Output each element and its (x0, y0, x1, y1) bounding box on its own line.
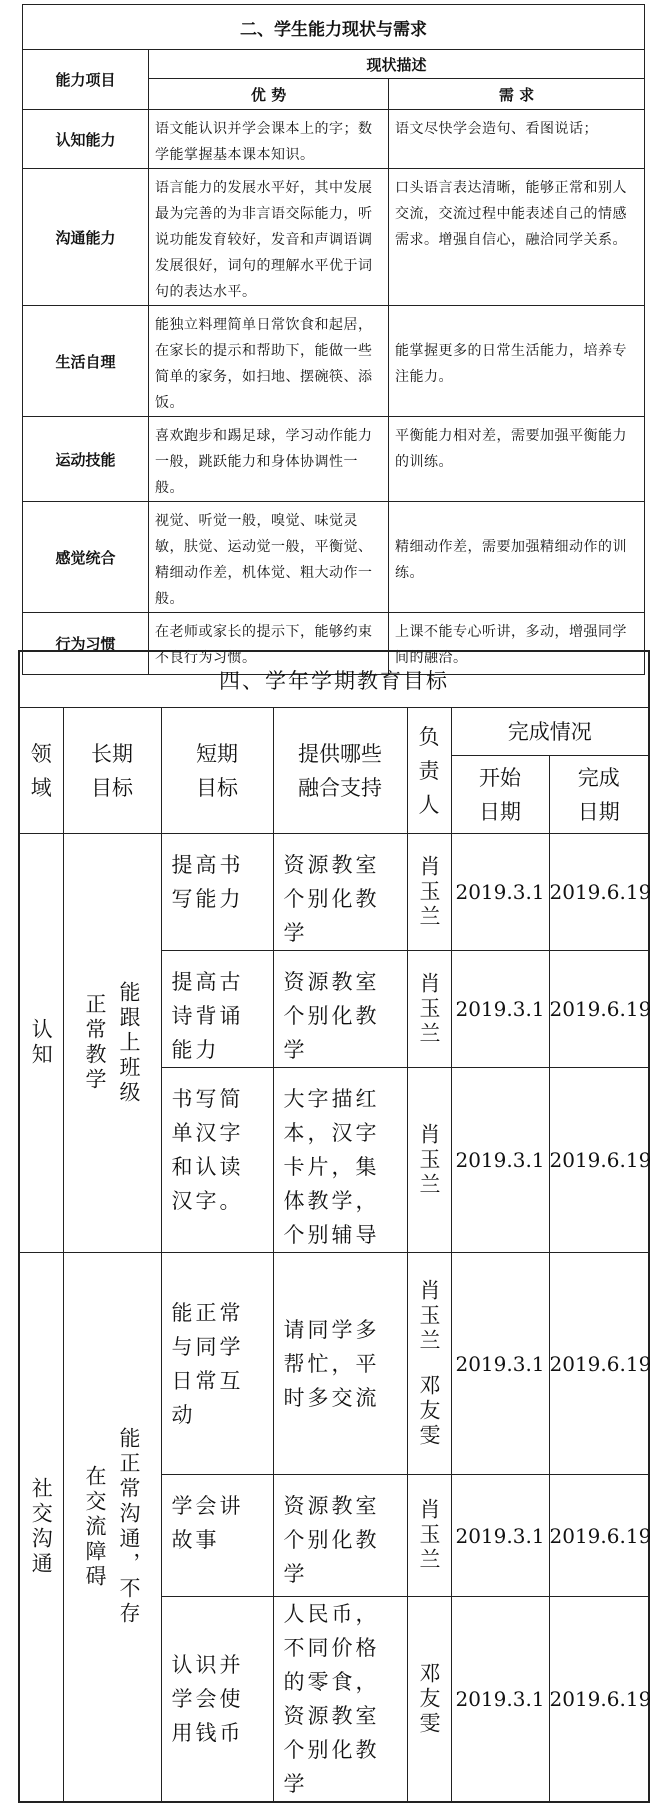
short-goal: 提高书写能力 (161, 834, 273, 951)
end-date: 2019.6.19 (549, 1068, 649, 1253)
category-communication: 沟通能力 (23, 169, 149, 306)
support-text: 资源教室个别化教学 (273, 834, 407, 951)
start-date: 2019.3.1 (451, 1253, 549, 1475)
need-text: 口头语言表达清晰，能够正常和别人交流，交流过程中能表述自己的情感需求。增强自信心，融洽同学关系。 (389, 169, 645, 306)
header-person: 负责人 (407, 708, 451, 834)
short-goal: 提高古诗背诵能力 (161, 951, 273, 1068)
strength-text: 视觉、听觉一般，嗅觉、味觉灵敏，肤觉、运动觉一般，平衡觉、精细动作差，机体觉、粗大动作一般。 (149, 502, 389, 613)
end-date: 2019.6.19 (549, 1253, 649, 1475)
category-motor-skills: 运动技能 (23, 417, 149, 502)
header-domain: 领域 (19, 708, 63, 834)
table2-title: 四、学年学期教育目标 (19, 651, 649, 708)
header-ability-item: 能力项目 (23, 50, 149, 110)
header-end-date: 完成日期 (549, 756, 649, 834)
start-date: 2019.3.1 (451, 834, 549, 951)
header-long-goal: 长期目标 (63, 708, 161, 834)
ability-status-table (22, 4, 645, 675)
category-behavior: 行为习惯 (23, 613, 149, 675)
table1-title: 二、学生能力现状与需求 (23, 5, 645, 50)
category-cognitive: 认知能力 (23, 110, 149, 169)
start-date: 2019.3.1 (451, 951, 549, 1068)
header-status-description: 现状描述 (149, 50, 645, 79)
start-date: 2019.3.1 (451, 1475, 549, 1597)
table-row (23, 306, 645, 417)
table-row (23, 417, 645, 502)
need-text: 上课不能专心听讲，多动，增强同学间的融洽。 (389, 613, 645, 675)
responsible-person: 肖玉兰 (407, 834, 451, 951)
domain-cognitive: 认知 (19, 834, 63, 1253)
strength-text: 语文能认识并学会课本上的字；数学能掌握基本课本知识。 (149, 110, 389, 169)
strength-text: 语言能力的发展水平好，其中发展最为完善的为非言语交际能力，听说功能发育较好，发音和声调语调发展很好，词句的理解水平优于词句的表达水平。 (149, 169, 389, 306)
support-text: 请同学多帮忙，平时多交流 (273, 1253, 407, 1475)
strength-text: 能独立料理简单日常饮食和起居，在家长的提示和帮助下，能做一些简单的家务，如扫地、摆碗筷、添饭。 (149, 306, 389, 417)
strength-text: 在老师或家长的提示下，能够约束不良行为习惯。 (149, 613, 389, 675)
table-row (23, 502, 645, 613)
header-need: 需 求 (389, 79, 645, 110)
support-text: 人民币，不同价格的零食，资源教室个别化教学 (273, 1597, 407, 1803)
support-text: 资源教室个别化教学 (273, 1475, 407, 1597)
end-date: 2019.6.19 (549, 951, 649, 1068)
end-date: 2019.6.19 (549, 1475, 649, 1597)
table-row (23, 110, 645, 169)
end-date: 2019.6.19 (549, 834, 649, 951)
need-text: 精细动作差，需要加强精细动作的训练。 (389, 502, 645, 613)
header-completion: 完成情况 (451, 708, 649, 756)
responsible-person: 肖玉兰 邓友雯 (407, 1253, 451, 1475)
table-row (19, 834, 649, 951)
header-strength: 优 势 (149, 79, 389, 110)
end-date: 2019.6.19 (549, 1597, 649, 1803)
responsible-person: 肖玉兰 (407, 1475, 451, 1597)
responsible-person: 肖玉兰 (407, 1068, 451, 1253)
short-goal: 认识并学会使用钱币 (161, 1597, 273, 1803)
responsible-person: 邓友雯 (407, 1597, 451, 1803)
long-goal: 能正常沟通，不存在交流障碍 (63, 1253, 161, 1803)
responsible-person: 肖玉兰 (407, 951, 451, 1068)
header-short-goal: 短期目标 (161, 708, 273, 834)
need-text: 语文尽快学会造句、看图说话； (389, 110, 645, 169)
strength-text: 喜欢跑步和踢足球，学习动作能力一般，跳跃能力和身体协调性一般。 (149, 417, 389, 502)
category-sensory-integration: 感觉统合 (23, 502, 149, 613)
short-goal: 学会讲故事 (161, 1475, 273, 1597)
support-text: 资源教室个别化教学 (273, 951, 407, 1068)
category-self-care: 生活自理 (23, 306, 149, 417)
long-goal: 能跟上班级正常教学 (63, 834, 161, 1253)
need-text: 能掌握更多的日常生活能力，培养专注能力。 (389, 306, 645, 417)
start-date: 2019.3.1 (451, 1068, 549, 1253)
education-goals-table (18, 650, 650, 1803)
short-goal: 能正常与同学日常互动 (161, 1253, 273, 1475)
short-goal: 书写简单汉字和认读汉字。 (161, 1068, 273, 1253)
domain-social-communication: 社交沟通 (19, 1253, 63, 1803)
table-row (23, 169, 645, 306)
table-row (19, 1253, 649, 1475)
support-text: 大字描红本，汉字卡片，集体教学，个别辅导 (273, 1068, 407, 1253)
header-support: 提供哪些融合支持 (273, 708, 407, 834)
header-start-date: 开始日期 (451, 756, 549, 834)
need-text: 平衡能力相对差，需要加强平衡能力的训练。 (389, 417, 645, 502)
start-date: 2019.3.1 (451, 1597, 549, 1803)
